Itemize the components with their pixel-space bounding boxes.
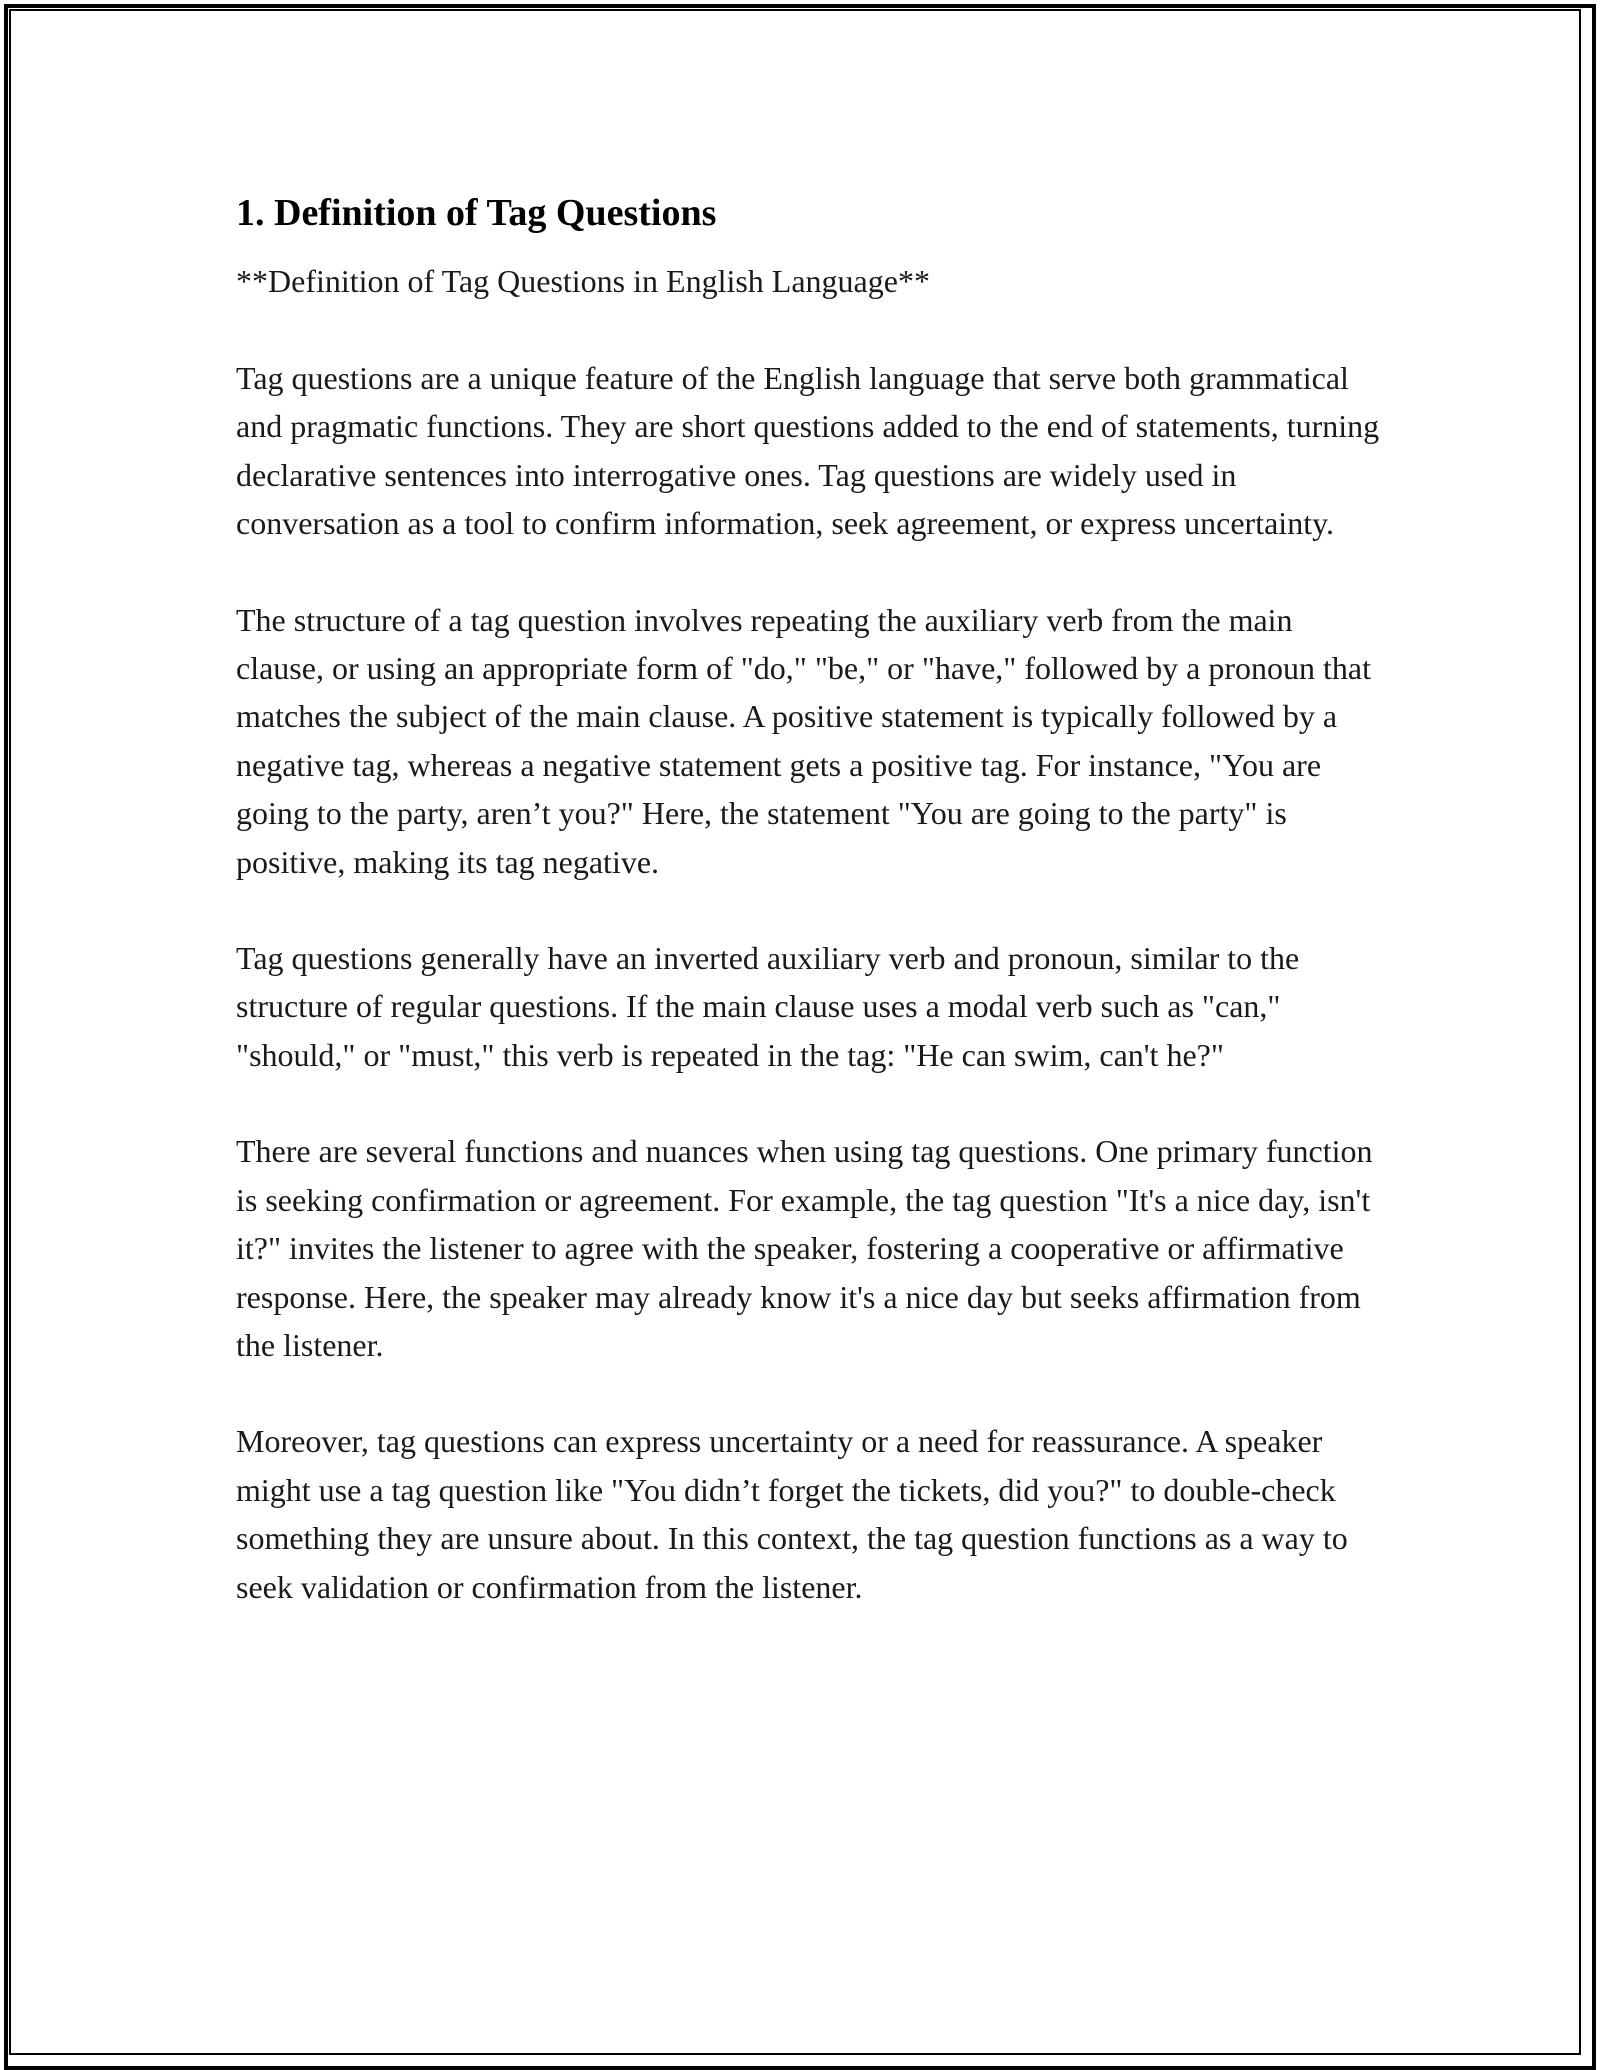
document-body [236,183,1386,1659]
paragraph-1: Tag questions are a unique feature of the English language that serve both grammatical and pragmatic functions. They are short questions added to the end of statements, turning declarative sentences into interrogative ones. Tag questions are widely used in conversation as a tool to confirm information, seek agreement, or express uncertainty. [236,360,1380,542]
paragraph-2: The structure of a tag question involves repeating the auxiliary verb from the main clause, or using an appropriate form of "do," "be," or "have," followed by a pronoun that matches the subject of the main clause. A positive statement is typically followed by a negative tag, whereas a negative statement gets a positive tag. For instance, "You are going to the party, aren’t you?" Here, the statement "You are going to the party" is positive, making its tag negative. [236,601,1371,880]
section-heading: 1. Definition of Tag Questions [236,192,717,234]
paragraph-4: There are several functions and nuances when using tag questions. One primary function is seeking confirmation or agreement. For example, the tag question "It's a nice day, isn't it?" invites the listener to agree with the speaker, fostering a cooperative or affirmative response. Here, the speaker may already know it's a nice day but seeks affirmation from the listener. [236,1133,1373,1363]
document-subtitle: **Definition of Tag Questions in English Language** [236,263,930,299]
paragraph-5: Moreover, tag questions can express uncertainty or a need for reassurance. A speaker might use a tag question like "You didn’t forget the tickets, did you?" to double-check something they are unsure about. In this context, the tag question functions as a way to seek validation or confirmation from the listener. [236,1423,1348,1605]
paragraph-3: Tag questions generally have an inverted auxiliary verb and pronoun, similar to the structure of regular questions. If the main clause uses a modal verb such as "can," "should," or "must," this verb is repeated in the tag: "He can swim, can't he?" [236,940,1300,1073]
